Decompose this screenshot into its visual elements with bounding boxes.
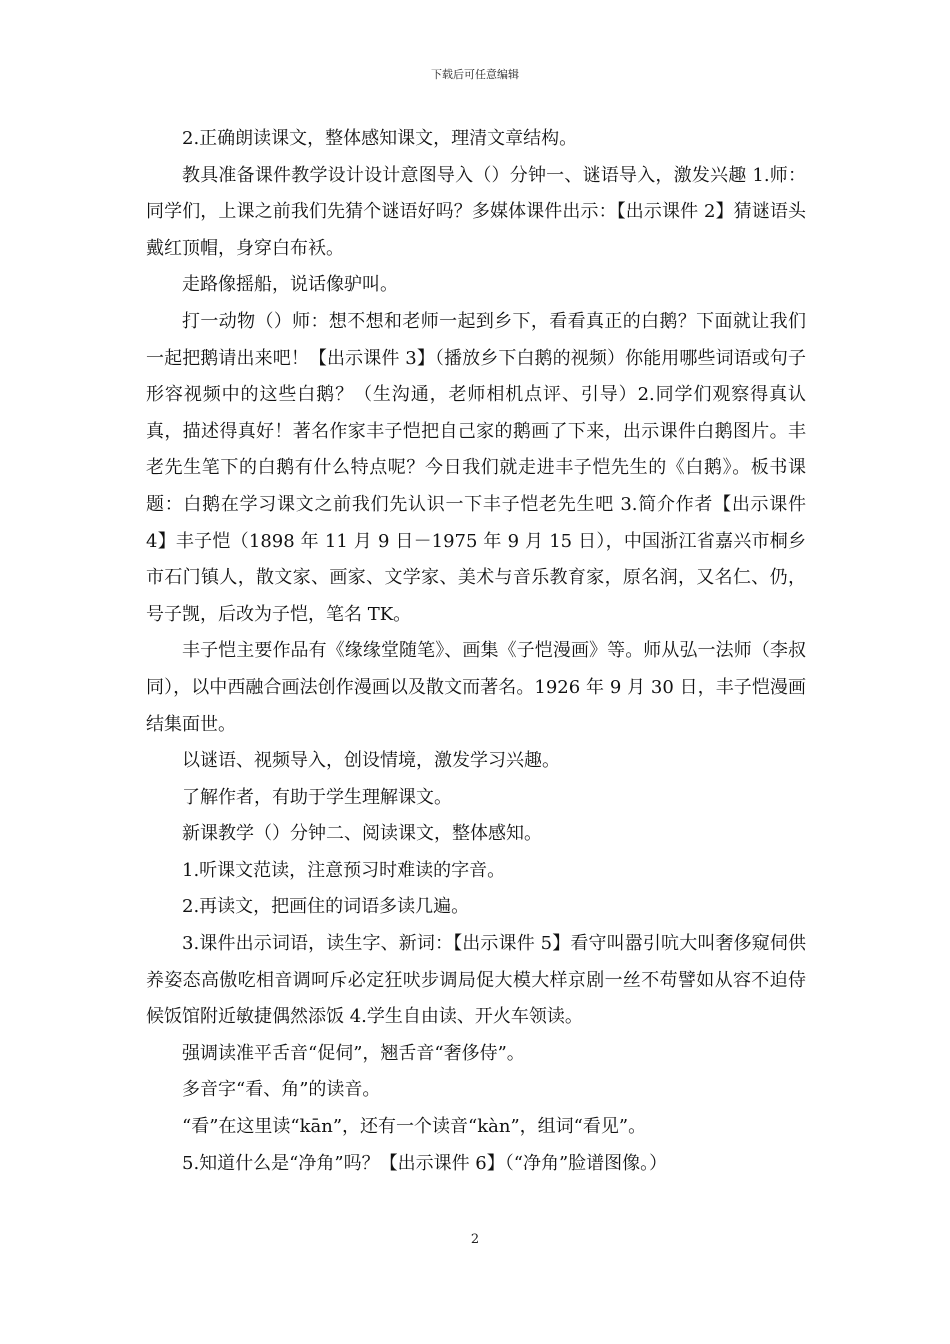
paragraph: “看”在这里读“kān”，还有一个读音“kàn”，组词“看见”。 (182, 1116, 647, 1138)
paragraph: 教具准备课件教学设计设计意图导入（）分钟一、谜语导入，激发兴趣 1.师：同学们，上课之前我们先猜个谜语好吗？多媒体课件出示：【出示课件 2】猜谜语头戴红顶帽，身穿白布袄。 (146, 164, 806, 259)
paragraph: 走路像摇船，说话像驴叫。 (182, 274, 398, 296)
page-number: 2 (470, 1232, 480, 1247)
paragraph: 丰子恺主要作品有《缘缘堂随笔》、画集《子恺漫画》等。师从弘一法师（李叔同），以中西融合画法创作漫画以及散文而著名。1926 年 9 月 30 日，丰子恺漫画结集面世。 (146, 640, 806, 735)
paragraph: 了解作者，有助于学生理解课文。 (182, 786, 452, 808)
paragraph: 5.知道什么是“净角”吗？【出示课件 6】（“净角”脸谱图像。） (182, 1152, 668, 1174)
paragraph: 新课教学（）分钟二、阅读课文，整体感知。 (182, 823, 542, 845)
page-header: 下载后可任意编辑 (431, 68, 519, 81)
paragraph: 2.正确朗读课文，整体感知课文，理清文章结构。 (182, 128, 578, 149)
paragraph: 3.课件出示词语，读生字、新词：【出示课件 5】看守叫嚣引吭大叫奢侈窥伺供养姿态高傲吃相音调呵斥必定狂吠步调局促大模大样京剧一丝不苟譬如从容不迫侍候饭馆附近敏捷偶然添饭 4.学生自由读、开火车领读。 (146, 933, 806, 1028)
paragraph: 2.再读文，把画住的词语多读几遍。 (182, 896, 470, 918)
paragraph: 强调读准平舌音“促伺”，翘舌音“奢侈侍”。 (182, 1042, 525, 1064)
paragraph: 打一动物（）师：想不想和老师一起到乡下，看看真正的白鹅？下面就让我们一起把鹅请出来吧！【出示课件 3】（播放乡下白鹅的视频）你能用哪些词语或句子形容视频中的这些白鹅？（生沟通，老师相机点评、引导）2.同学们观察得真认真，描述得真好！著名作家丰子恺把自己家的鹅画了下来，出示课件白鹅图片。丰老先生笔下的白鹅有什么特点呢？今日我们就走进丰子恺先生的《白鹅》。板书课题：白鹅在学习课文之前我们先认识一下丰子恺老先生吧 3.简介作者【出示课件 4】丰子恺（1898 年 11 月 9 日－1975 年 9 月 15 日），中国浙江省嘉兴市桐乡市石门镇人，散文家、画家、文学家、美术与音乐教育家，原名润，又名仁、仍，号子觊，后改为子恺，笔名 TK。 (146, 310, 806, 625)
paragraph: 多音字“看、角”的读音。 (182, 1079, 381, 1101)
paragraph: 1.听课文范读，注意预习时难读的字音。 (182, 859, 506, 881)
paragraph: 以谜语、视频导入，创设情境，激发学习兴趣。 (182, 750, 560, 772)
document-body (146, 121, 806, 1182)
